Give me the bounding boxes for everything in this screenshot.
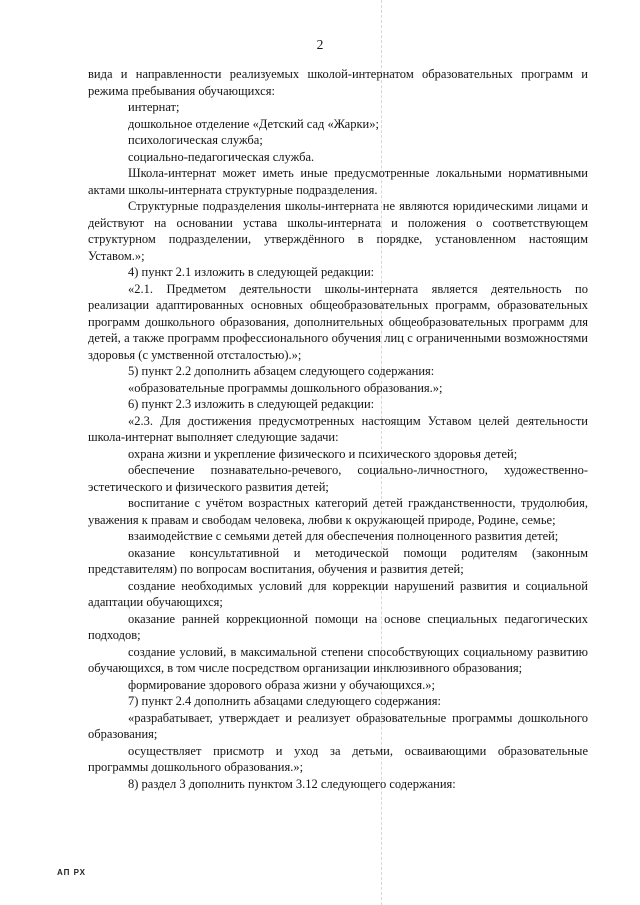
paragraph: 6) пункт 2.3 изложить в следующей редакции: (128, 397, 375, 411)
paragraph: 8) раздел 3 дополнить пунктом 3.12 следующего содержания: (128, 776, 456, 791)
paragraph: «2.1. Предметом деятельности школы-интерната является деятельность по реализации адаптированных основных общеобразовательных программ, образовательных программ дошкольного образования, дополнительных общеобразовательных программ для детей, а также программ профессионального обучения лиц с ограниченными возможностями здоровья (с умственной отсталостью).»; (88, 281, 588, 362)
paragraph: «2.3. Для достижения предусмотренных настоящим Уставом целей деятельности школа-интернат выполняет следующие задачи: (88, 413, 588, 444)
paragraph: создание условий, в максимальной степени способствующих социальному развитию обучающихся, в том числе посредством организации инклюзивного образования; (88, 644, 588, 675)
paragraph: 7) пункт 2.4 дополнить абзацами следующего содержания: (128, 694, 441, 708)
paragraph: психологическая служба; (128, 133, 263, 147)
paragraph: оказание ранней коррекционной помощи на основе специальных педагогических подходов; (88, 611, 588, 642)
paragraph: Школа-интернат может иметь иные предусмотренные локальными нормативными актами школы-интерната структурные подразделения. (88, 166, 588, 197)
paragraph: «образовательные программы дошкольного образования.»; (128, 380, 443, 395)
footer-mark: АП РХ (57, 868, 87, 877)
page-number: 2 (316, 37, 324, 52)
paragraph: обеспечение познавательно-речевого, социально-личностного, художественно-эстетического и физического развития детей; (88, 463, 588, 494)
paragraph: взаимодействие с семьями детей для обеспечения полноценного развития детей; (128, 529, 559, 543)
document-body (88, 66, 588, 792)
paragraph: оказание консультативной и методической помощи родителям (законным представителям) по вопросам воспитания, обучения и развития детей; (88, 545, 588, 576)
paragraph: охрана жизни и укрепление физического и психического здоровья детей; (128, 446, 518, 461)
paragraph: создание необходимых условий для коррекции нарушений развития и социальной адаптации обучающихся; (88, 578, 588, 609)
paragraph: интернат; (128, 100, 180, 114)
paragraph: осуществляет присмотр и уход за детьми, осваивающими образовательные программы дошкольного образования.»; (88, 743, 588, 774)
paragraph: 4) пункт 2.1 изложить в следующей редакции: (128, 265, 375, 279)
paragraph: дошкольное отделение «Детский сад «Жарки»; (128, 116, 379, 131)
paragraph: воспитание с учётом возрастных категорий детей гражданственности, трудолюбия, уважения к правам и свободам человека, любви к окружающей природе, Родине, семье; (88, 496, 588, 527)
paragraph: социально-педагогическая служба. (128, 149, 315, 164)
paragraph: формирование здорового образа жизни у обучающихся.»; (128, 677, 435, 692)
paragraph: «разрабатывает, утверждает и реализует образовательные программы дошкольного образования; (88, 710, 588, 741)
paragraph: 5) пункт 2.2 дополнить абзацем следующего содержания: (128, 364, 435, 378)
paragraph: вида и направленности реализуемых школой-интернатом образовательных программ и режима пребывания обучающихся: (88, 67, 588, 98)
paragraph: Структурные подразделения школы-интерната не являются юридическими лицами и действуют на основании устава школы-интерната и положения о соответствующем структурном подразделении, утверждённого в порядке, установленном настоящим Уставом.»; (88, 199, 588, 263)
